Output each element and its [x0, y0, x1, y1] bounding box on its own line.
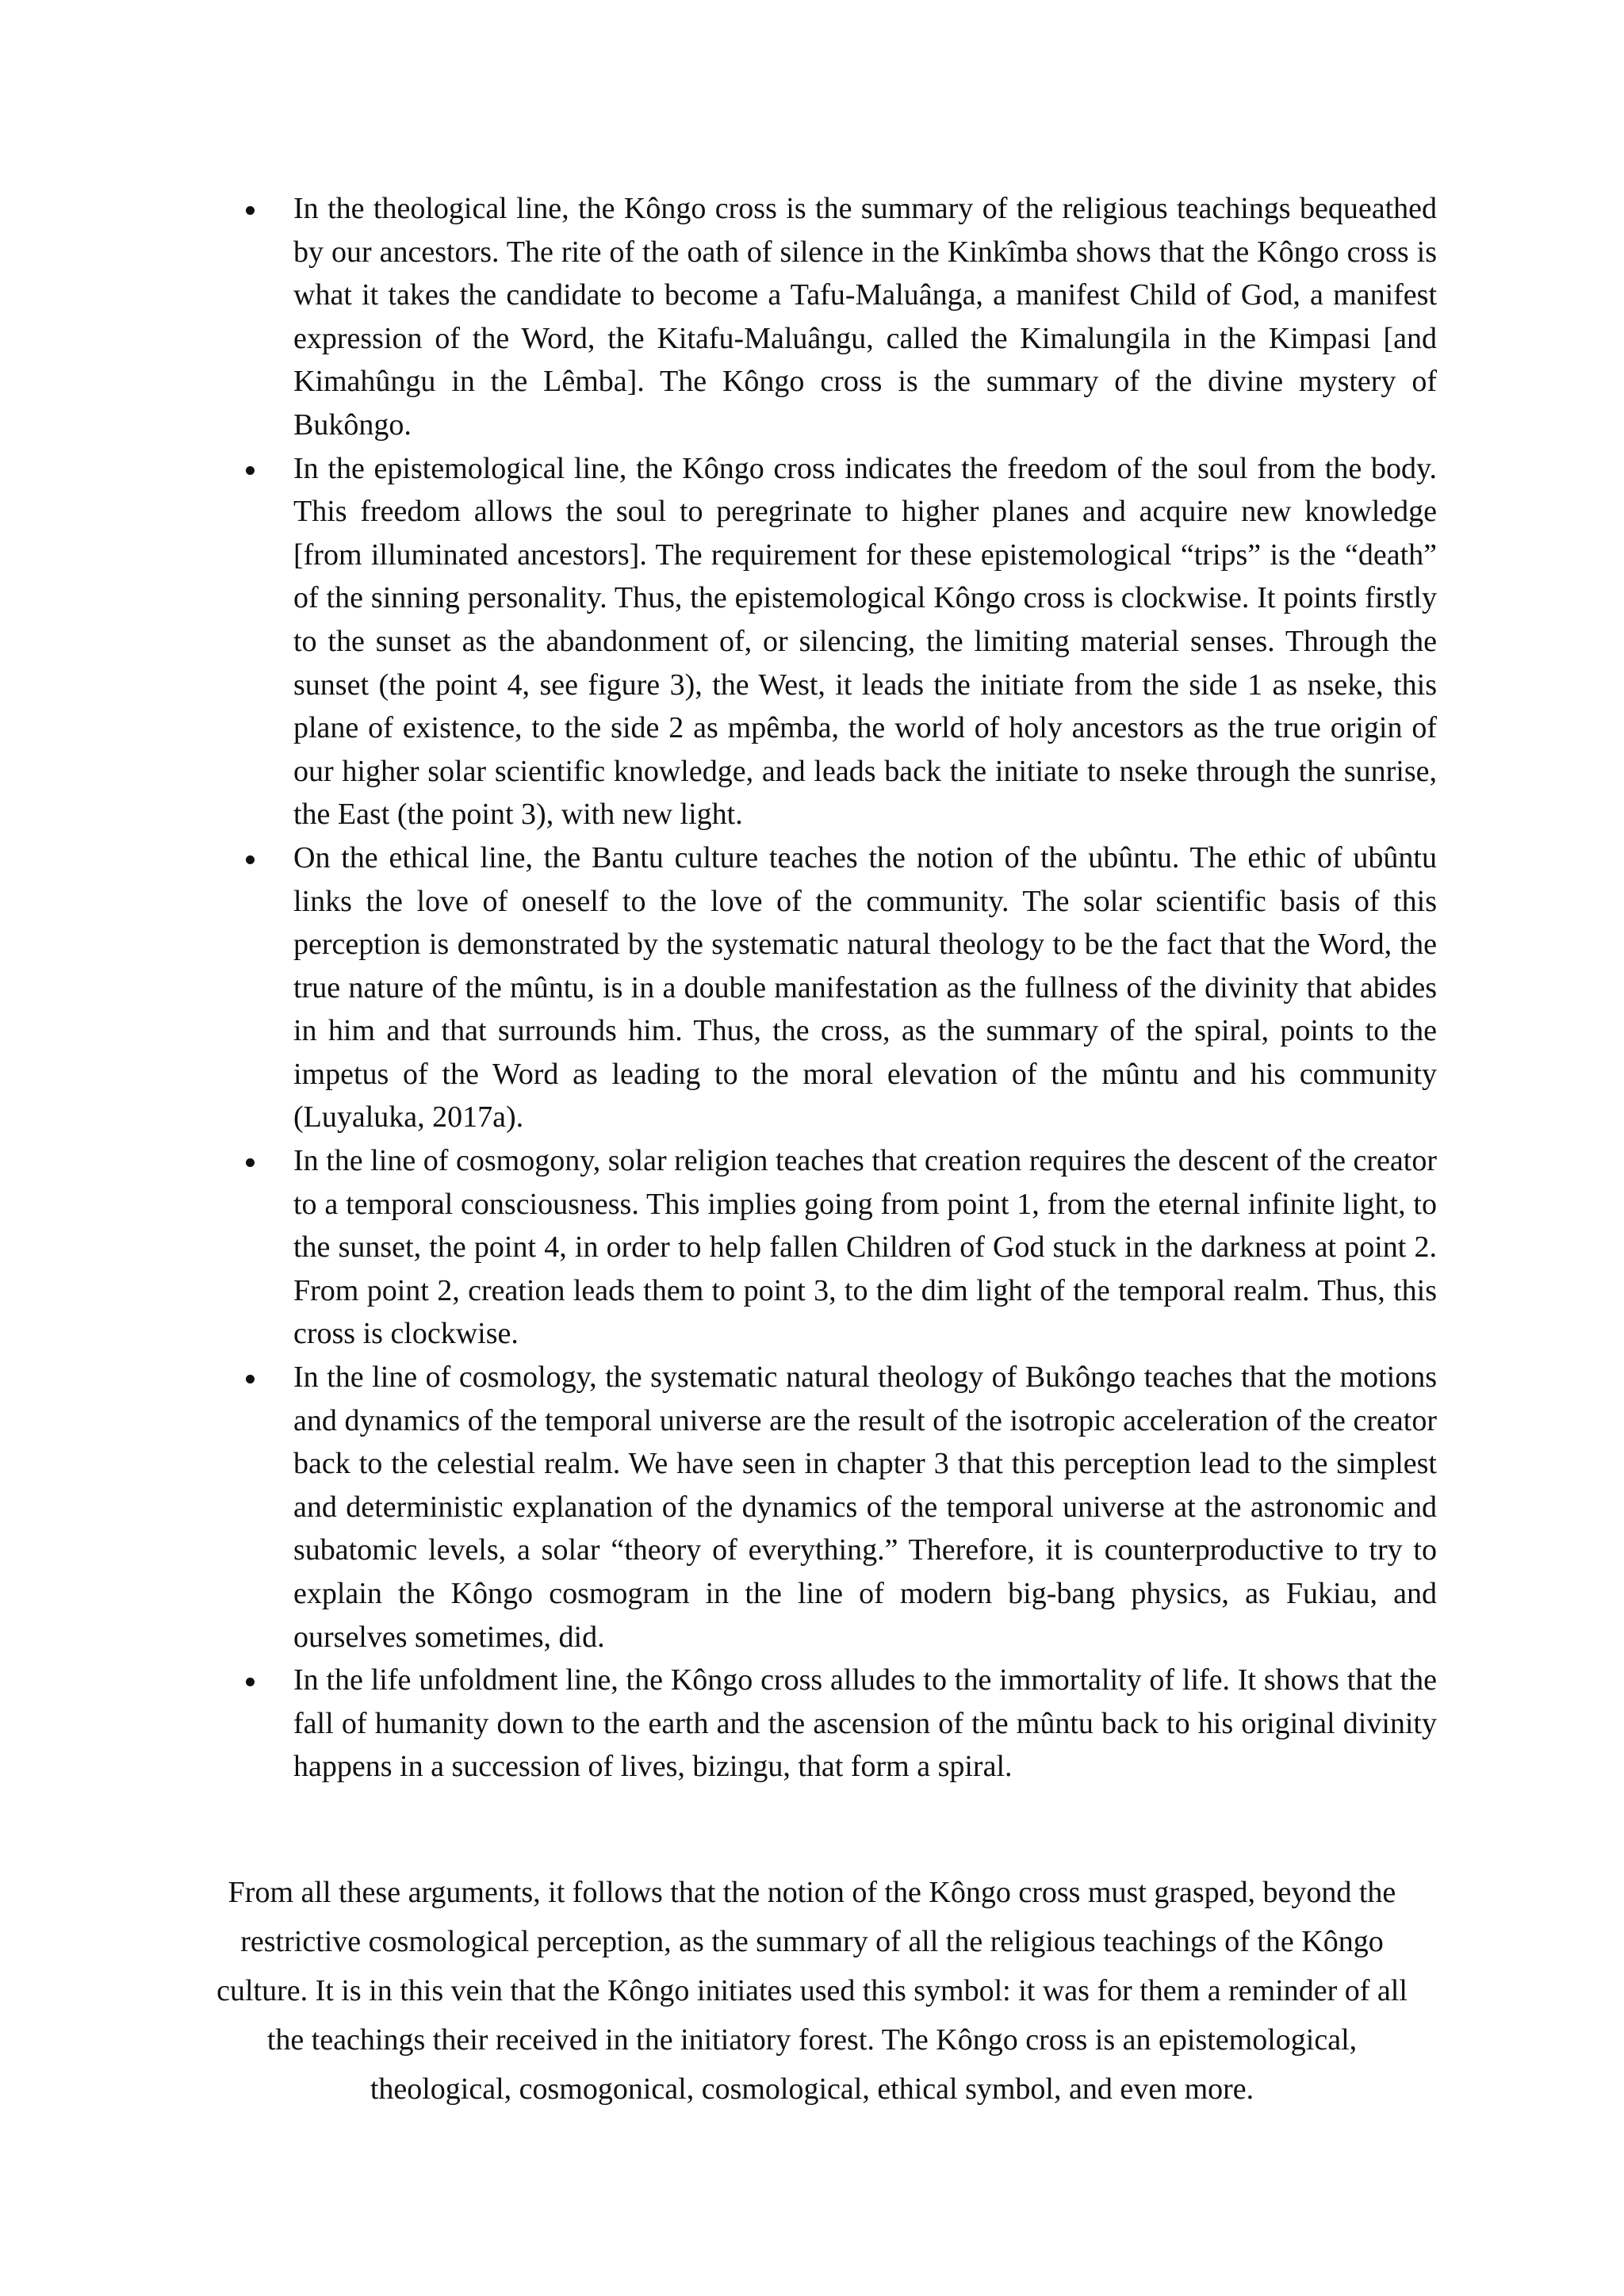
bullet-icon — [246, 855, 255, 864]
bullet-icon — [246, 1678, 255, 1686]
bullet-text-ethical: On the ethical line, the Bantu culture teaches the notion of the ubûntu. The ethic of ubûntu links the love of oneself to the love of the community. The solar scientific basis of this perception is demonstrated by the systematic natural theology to be the fact that the Word, the true nature of the mûntu, is in a double manifestation as the fullness of the divinity that abides in him and that surrounds him. Thus, the cross, as the summary of the spiral, points to the impetus of the Word as leading to the moral elevation of the mûntu and his community (Luyaluka, 2017a). — [293, 840, 1437, 1135]
bullet-text-cosmology: In the line of cosmology, the systematic natural theology of Bukôngo teaches that the motions and dynamics of the temporal universe are the result of the isotropic acceleration of the creator back to the celestial realm. We have seen in chapter 3 that this perception lead to the simplest and deterministic explanation of the dynamics of the temporal universe at the astronomic and subatomic levels, a solar “theory of everything.” Therefore, it is counterproductive to try to explain the Kôngo cosmogram in the line of modern big-bang physics, as Fukiau, and ourselves sometimes, did. — [293, 1360, 1437, 1654]
list-item — [238, 1659, 1437, 1789]
bullet-icon — [246, 206, 255, 215]
bullet-icon — [246, 1375, 255, 1383]
bullet-text-epistemological: In the epistemological line, the Kôngo cross indicates the freedom of the soul from the body. This freedom allows the soul to peregrinate to higher planes and acquire new knowledge [from illuminated ancestors]. The requirement for these epistemological “trips” is the “death” of the sinning personality. Thus, the epistemological Kôngo cross is clockwise. It points firstly to the sunset as the abandonment of, or silencing, the limiting material senses. Through the sunset (the point 4, see figure 3), the West, it leads the initiate from the side 1 as nseke, this plane of existence, to the side 2 as mpêmba, the world of holy ancestors as the true origin of our higher solar scientific knowledge, and leads back the initiate to nseke through the sunrise, the East (the point 3), with new light. — [293, 451, 1437, 832]
bullet-text-cosmogony: In the line of cosmogony, solar religion teaches that creation requires the descent of the creator to a temporal consciousness. This implies going from point 1, from the eternal infinite light, to the sunset, the point 4, in order to help fallen Children of God stuck in the darkness at point 2. From point 2, creation leads them to point 3, to the dim light of the temporal realm. Thus, this cross is clockwise. — [293, 1144, 1437, 1351]
list-item — [238, 836, 1437, 1139]
bullet-list — [238, 187, 1437, 1789]
list-item — [238, 187, 1437, 447]
list-item — [238, 447, 1437, 836]
list-item — [238, 1356, 1437, 1659]
bullet-text-life-unfoldment: In the life unfoldment line, the Kôngo cross alludes to the immortality of life. It shows that the fall of humanity down to the earth and the ascension of the mûntu back to his original divinity happens in a succession of lives, bizingu, that form a spiral. — [293, 1663, 1437, 1784]
conclusion-paragraph: From all these arguments, it follows that the notion of the Kôngo cross must grasped, beyond the restrictive cosmological perception, as the summary of all the religious teachings of the Kôngo culture. It is in this vein that the Kôngo initiates used this symbol: it was for them a reminder of all the teachings their received in the initiatory forest. The Kôngo cross is an epistemological, theological, cosmogonical, cosmological, ethical symbol, and even more. — [216, 1876, 1408, 2106]
bullet-text-theological: In the theological line, the Kôngo cross is the summary of the religious teachings bequeathed by our ancestors. The rite of the oath of silence in the Kinkîmba shows that the Kôngo cross is what it takes the candidate to become a Tafu-Maluânga, a manifest Child of God, a manifest expression of the Word, the Kitafu-Maluângu, called the Kimalungila in the Kimpasi [and Kimahûngu in the Lêmba]. The Kôngo cross is the summary of the divine mystery of Bukôngo. — [293, 192, 1437, 442]
bullet-icon — [246, 1158, 255, 1167]
bullet-icon — [246, 466, 255, 475]
list-item — [238, 1139, 1437, 1356]
